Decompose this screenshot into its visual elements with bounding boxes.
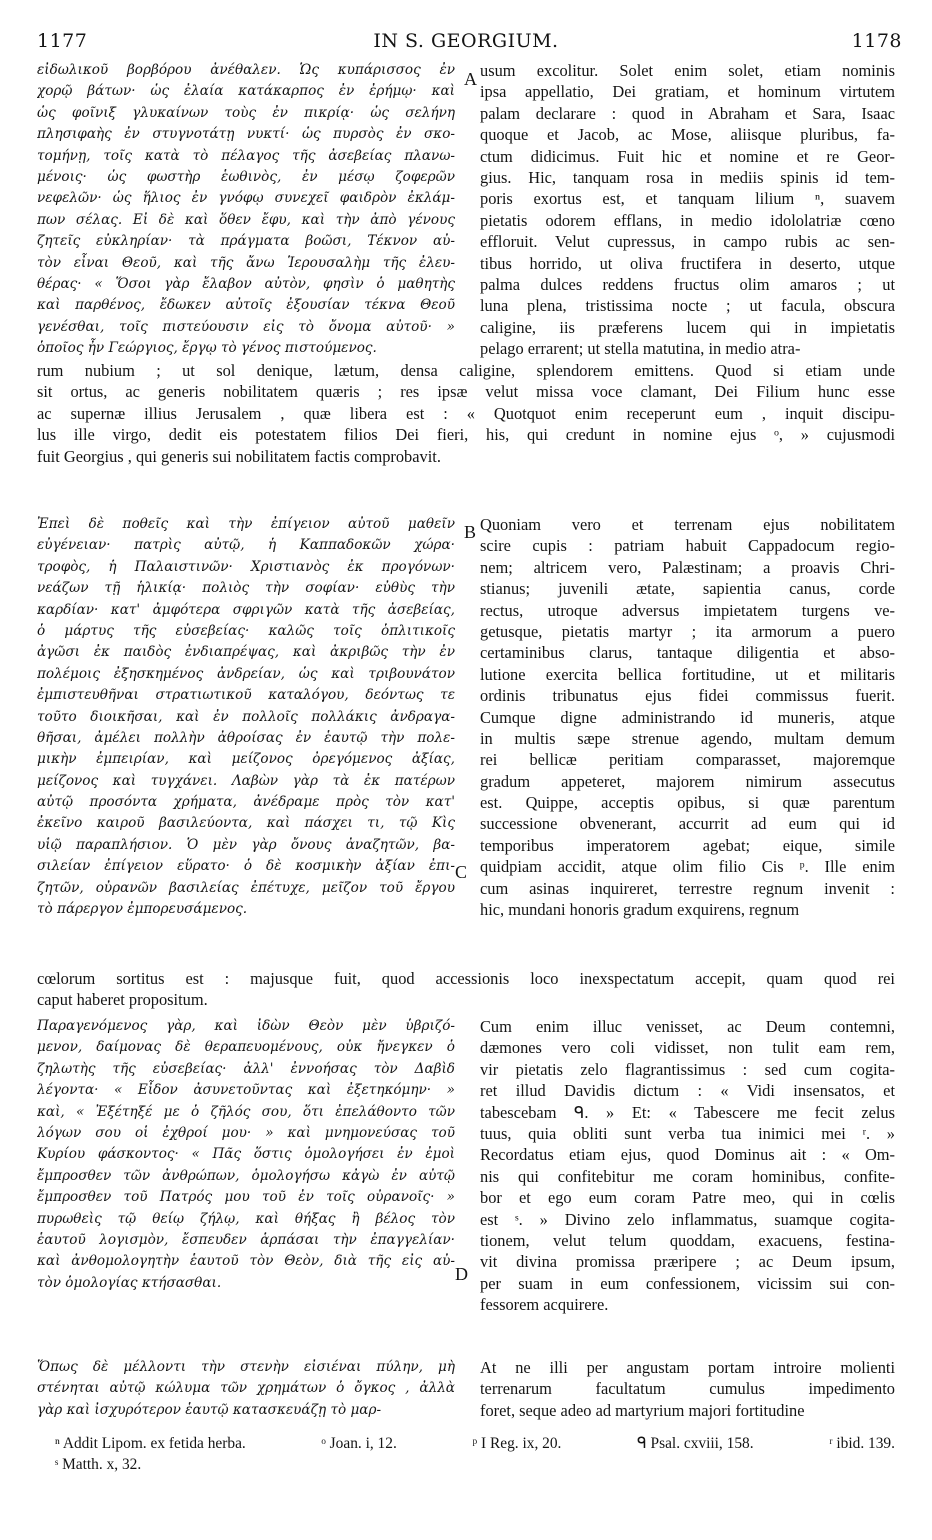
text-line: πων σέλας. Εἰ δὲ καὶ ὅθεν ἔφυ, καὶ τὴν ἀπὸ γένους	[37, 211, 455, 228]
text-line: gradum appeteret, majorem nimirum assecutus	[480, 771, 895, 791]
text-line: fuit Georgius , qui generis sui nobilitatem factis comprobavit.	[37, 446, 441, 466]
text-line: μείζονος καὶ τυγχάνει. Λαβὼν γὰρ τὰ ἐκ πατέρων	[37, 772, 455, 789]
text-line: cœlorum sortitus est : majusque fuit, quod accessionis loco inexspectatum accepit, quam quod rei	[37, 969, 895, 988]
text-line: rei bellicæ peritiam comparasset, majoremque	[480, 750, 895, 770]
text-line: dæmones vero coli vidisset, non tulit eam rem,	[480, 1038, 895, 1058]
text-line: Ὅπως δὲ μέλλοντι τὴν στενὴν εἰσιέναι πύλην, μὴ	[37, 1359, 455, 1375]
text-line: μένοις· ὡς φωστὴρ ἑωθινὸς, ἐν μέσῳ ζοφερῶν	[37, 168, 455, 185]
text-line: fessorem acquirere.	[480, 1295, 609, 1315]
text-line: palam declarare : quod in Abraham et Sara, Isaac	[480, 103, 895, 123]
text-line: tibus horrido, ut oliva fructifera in deserto, utque	[480, 253, 895, 273]
text-line: vit divina promissa præripere ; ac Deum ipsum,	[480, 1252, 895, 1272]
text-line: successione obvenerant, accurrit ad eum qui id	[480, 814, 895, 834]
text-line: νεάζων τῇ ἡλικίᾳ· πολιὸς τὴν σοφίαν· εὐθὺς τὴν	[37, 580, 455, 597]
text-line: τοῦτο διοικῆσαι, καὶ ἐν πολλοῖς πολλάκις ἀνδραγα-	[37, 708, 455, 725]
text-line: quoque et Jacob, ac Mose, aliisque pluribus, fa-	[480, 125, 895, 145]
text-line: tabescebam ᑫ. » Et: « Tabescere me fecit zelus	[480, 1102, 895, 1122]
text-line: τροφὸς, ἡ Παλαιστινῶν· Χριστιανὸς ἐκ προγόνων·	[37, 558, 455, 575]
text-line: καὶ παρθένος, ἔδωκεν αὐτοῖς ἐξουσίαν τέκνα Θεοῦ	[37, 297, 455, 314]
text-line: certaminibus clarus, tantaque diligentia et abso-	[480, 643, 895, 663]
text-line: ζηλωτὴς τῆς εὐσεβείας· ἀλλ' ἐννοήσας τὸν Δαβὶδ	[37, 1060, 455, 1077]
text-line: sit ortus, ac generis nobilitatem quæris ; res ipsæ velut missa voce clamant, Dei Filium hunc esse	[37, 382, 895, 402]
text-line: σιλείαν ἐπίγειον εὕρατο· ὁ δὲ κοσμικὴν ἀξίαν ἐπι-	[37, 858, 455, 875]
text-line: τομήνῃ, τοῖς κατὰ τὸ πέλαγος τῆς ἀσεβείας πλανω-	[37, 147, 455, 164]
text-line: στένηται αὐτῷ κώλυμα τῶν χρημάτων ὁ ὄγκος , ἀλλὰ	[37, 1380, 455, 1397]
text-line: vir pietatis zelo flagrantissimus : sed cum cogita-	[480, 1059, 895, 1079]
text-line: καρδίαν· κατ' ἀμφότερα σφριγῶν κατὰ τῆς ἀσεβείας,	[37, 601, 455, 618]
text-line: scire cupis : patriam habuit Cappadocum regio-	[480, 536, 895, 556]
text-line: pietatis odorem efflans, in medio idololatriæ cœno	[480, 210, 895, 230]
text-line: γὰρ καὶ ἰσχυρότερον ἑαυτῷ κατασκευάζῃ τὸ μαρ-	[37, 1401, 382, 1418]
text-line: cum asinas inquireret, terrestre regnum invenit :	[480, 878, 895, 898]
latin-column-block-4	[480, 1357, 895, 1421]
text-line: θῆσαι, ἀμέλει πολλὴν ἀθροίσας ἐν ἑαυτῷ τὴν πολε-	[37, 729, 455, 746]
latin-column-block-2	[480, 514, 895, 920]
text-line: est. Quippe, acceptis opibus, si quæ parentum	[480, 793, 895, 813]
text-line: τὸν εἶναι Θεοῦ, καὶ τῆς ἄνω Ἱερουσαλὴμ τῆς ἐλευ-	[37, 254, 455, 271]
text-line: usum excolitur. Solet enim solet, etiam nominis	[480, 61, 895, 80]
text-line: μικὴν ἐμπειρίαν, καὶ μείζονος ὀρεγόμενος ἀξίας,	[37, 751, 455, 768]
text-line: μενον, δαίμονας δὲ θεραπευομένους, οὐκ ἤνεγκεν ὁ	[37, 1039, 455, 1056]
section-marker-a: A	[464, 69, 477, 89]
text-line: πολέμοις ἐξησκημένος ἀνδρείαν, ὡς καὶ τριβουνάτον	[37, 665, 455, 682]
text-line: pelago errarent; ut stella matutina, in medio atra-	[480, 339, 801, 359]
text-line: poris exortus est, et tanquam lilium ⁿ, suavem	[480, 189, 895, 209]
text-line: ἐκεῖνο καιροῦ βασιλεύοντα, καὶ πάσχει τι, τῷ Κὶς	[37, 815, 455, 832]
text-line: tuus, quia obliti sunt verba tua inimici mei ʳ. »	[480, 1123, 895, 1143]
footnote-n: ⁿ Addit Lipom. ex fetida herba.	[55, 1435, 246, 1452]
text-line: ὡς φοῖνιξ γλυκαίνων τοὺς ἐν πικρίᾳ· ὡς σελήνη	[37, 104, 455, 121]
text-line: Recordatus etiam ejus, quod Dominus ait : « Om-	[480, 1145, 895, 1165]
text-line: θέρας· « Ὅσοι γὰρ ἔλαβον αὐτὸν, φησὶν ὁ μαθητὴς	[37, 275, 455, 292]
text-line: εἰδωλικοῦ βορβόρου ἀνέθαλεν. Ὡς κυπάρισσος ἐν	[37, 62, 455, 78]
text-line: est ˢ. » Divino zelo inflammatus, suamque cogita-	[480, 1209, 895, 1229]
text-line: tionem, velut telum quoddam, exacuens, festina-	[480, 1230, 895, 1250]
text-line: luna plena, tristissima nocte ; ut facula, obscura	[480, 296, 895, 316]
text-line: caput haberet propositum.	[37, 990, 208, 1010]
text-line: ἀγῶσι ἐκ παιδὸς ἐνδιαπρέψας, καὶ ἀκριβῶς τὴν ἐν	[37, 644, 455, 661]
text-line: getusque, pietatis martyr ; ita armorum a puero	[480, 621, 895, 641]
text-line: ἑαυτοῦ λογισμὸν, ἔσπευδεν ἁρπάσαι τὴν ἐπαγγελίαν·	[37, 1231, 455, 1248]
text-line: ἔμπροσθεν τῶν ἀνθρώπων, ὁμολογήσω κἀγὼ ἐν αὐτῷ	[37, 1167, 455, 1184]
text-line: Ἐπεὶ δὲ ποθεῖς καὶ τὴν ἐπίγειον αὐτοῦ μαθεῖν	[37, 516, 455, 532]
text-line: χορῷ βάτων· ὡς ἐλαία κατάκαρπος ἐν ἐρήμῳ· καὶ	[37, 83, 455, 100]
footnote-p: ᵖ I Reg. ix, 20.	[472, 1435, 562, 1452]
text-line: gius. Hic, tanquam rosa in mediis spinis id tem-	[480, 167, 895, 187]
greek-column-block-4	[37, 1357, 455, 1421]
text-line: foret, seque adeo ad martyrium majori fortitudine	[480, 1400, 805, 1420]
text-line: ordinis tribunatus ejus fidei commissus fuerit.	[480, 686, 895, 706]
footnote-row-1	[37, 1433, 895, 1454]
text-line: rectus, utroque adversus impietatem turgens ve-	[480, 600, 895, 620]
text-line: ret illud Davidis dictum : « Vidi insensatos, et	[480, 1081, 895, 1101]
text-line: lus ille virgo, dedit eis potestatem filios Dei fieri, his, qui credunt in nomine ejus ᵒ, » cujusmodi	[37, 425, 895, 445]
footnote-r: ʳ ibid. 139.	[829, 1435, 895, 1452]
text-line: palma dulces reddens fructus olim amaros ; ut	[480, 274, 895, 294]
footnote-q: ᑫ Psal. cxviii, 158.	[637, 1435, 754, 1452]
latin-full-width-block-1	[37, 360, 895, 467]
text-line: ζητεῖς εὐκληρίαν· τὰ πράγματα βοῶσι, Τέκνον αὐ-	[37, 233, 455, 250]
text-line: terrenarum facultatum cumulus impedimento	[480, 1379, 895, 1399]
text-line: λόγων σου οἱ ἐχθροί μου· » καὶ μνημονεύσας τοῦ	[37, 1124, 455, 1141]
text-line: lutione exercita bellica fortitudine, ut et militaris	[480, 664, 895, 684]
text-line: εὐγένειαν· πατρὶς αὐτῷ, ἡ Καππαδοκῶν χώρα·	[37, 537, 455, 554]
text-line: caligine, iis præferens lucem qui in impietatis	[480, 317, 895, 337]
text-line: ctum didicimus. Fuit hic et nomine et re Geor-	[480, 146, 895, 166]
text-line: λέγοντα· « Εἶδον ἀσυνετοῦντας καὶ ἐξετηκόμην· »	[37, 1082, 455, 1099]
latin-column-block-3	[480, 1016, 895, 1315]
text-line: ὁ μάρτυς τῆς εὐσεβείας· καλῶς τοῖς ὁπλιτικοῖς	[37, 622, 455, 639]
text-line: υἱῷ παραπλήσιον. Ὁ μὲν γὰρ ὄνους ἀναζητῶν, βα-	[37, 836, 455, 853]
text-line: At ne illi per angustam portam introire molienti	[480, 1358, 895, 1377]
greek-column-block-3	[37, 1016, 455, 1294]
text-line: stianus; juvenili ætate, sapientia canus, corde	[480, 579, 895, 599]
text-line: Cumque digne administrando id muneris, atque	[480, 707, 895, 727]
text-line: αὐτῷ προσόντα χρήματα, ἀνέδραμε πρὸς τὸν κατ'	[37, 794, 455, 811]
latin-column-block-1	[480, 60, 895, 359]
text-line: ἔμπροσθεν τοῦ Πατρός μου τοῦ ἐν τοῖς οὐρανοῖς· »	[37, 1189, 455, 1206]
footnote-o: ᵒ Joan. i, 12.	[321, 1435, 397, 1452]
text-line: τὸ πάρεργον ἐμπορευσάμενος.	[37, 901, 248, 918]
footnotes	[37, 1433, 895, 1475]
text-line: per suam in eum confessionem, vicissim sui con-	[480, 1273, 895, 1293]
text-line: ac supernæ illius Jerusalem , quæ libera est : « Quotquot enim receperunt eum , inquit discipu-	[37, 403, 895, 423]
section-marker-c: C	[455, 862, 468, 882]
section-marker-d: D	[455, 1264, 468, 1284]
text-line: effloruit. Velut cupressus, in campo rubis ac sen-	[480, 232, 895, 252]
text-line: Quoniam vero et terrenam ejus nobilitatem	[480, 515, 895, 534]
section-marker-b: B	[464, 522, 477, 542]
text-line: temporibus imperatorem agebat; eique, simile	[480, 835, 895, 855]
text-line: καὶ, « Ἐξέτηξέ με ὁ ζῆλός σου, ὅτι ἐπελάθοντο τῶν	[37, 1103, 455, 1120]
text-line: quidpiam accidit, atque olim filio Cis ᵖ. Ille enim	[480, 857, 895, 877]
latin-full-width-block-2	[37, 968, 895, 1011]
footnote-s: ˢ Matth. x, 32.	[55, 1456, 142, 1473]
text-line: nis qui confitebitur me coram hominibus, confite-	[480, 1166, 895, 1186]
running-title: IN S. GEORGIUM.	[373, 30, 559, 52]
text-line: ipsa appellatio, Dei gratiam, et hominum virtutem	[480, 82, 895, 102]
greek-column-block-2	[37, 514, 455, 920]
text-line: nem; altricem vero, Palæstinam; a proavis Chri-	[480, 557, 895, 577]
right-page-number: 1178	[851, 30, 902, 52]
text-line: πλησιφαὴς ἐν στυγνοτάτῃ νυκτί· ὡς πυρσὸς ἐν σκο-	[37, 126, 455, 143]
text-line: τὸν ὁμολογίας κτήσασθαι.	[37, 1274, 222, 1291]
footnote-row-2	[37, 1454, 895, 1475]
text-line: in multis sæpe strenue agendo, multam demum	[480, 728, 895, 748]
text-line: ὁποῖος ἦν Γεώργιος, ἔργῳ τὸ γένος πιστούμενος.	[37, 340, 377, 357]
text-line: νεφελῶν· ὡς ἥλιος ἐν γνόφῳ συνεχεῖ φαιδρὸν ἐκλάμ-	[37, 190, 455, 207]
text-line: γενέσθαι, τοῖς πιστεύουσιν εἰς τὸ ὄνομα αὐτοῦ· »	[37, 318, 455, 335]
text-line: Παραγενόμενος γὰρ, καὶ ἰδὼν Θεὸν μὲν ὑβριζό-	[37, 1018, 455, 1034]
text-line: Κυρίου φάσκοντος· « Πᾶς ὅστις ὁμολογήσει ἐν ἐμοὶ	[37, 1146, 455, 1163]
text-line: ζητῶν, οὐρανῶν βασιλείας ἐπέτυχε, μεῖζον τοῦ ἔργου	[37, 879, 455, 896]
text-line: bor et ego eum coram Patre meo, qui in cœlis	[480, 1188, 895, 1208]
greek-column-block-1	[37, 60, 455, 359]
text-line: Cum enim illuc venisset, ac Deum contemni,	[480, 1017, 895, 1036]
text-line: rum nubium ; ut sol denique, lætum, densa caligine, splendorem emittens. Quod si etiam unde	[37, 361, 895, 380]
text-line: hic, mundani honoris gradum exquirens, regnum	[480, 900, 800, 920]
left-page-number: 1177	[37, 30, 88, 52]
text-line: καὶ ἀνθομολογητὴν ἑαυτοῦ τὸν Θεὸν, διὰ τῆς εἰς αὐ-	[37, 1253, 455, 1270]
text-line: ἐμπιστευθῆναι στρατιωτικοῦ καταλόγου, δεόντως τε	[37, 687, 455, 704]
text-line: πυρωθεὶς τῷ θείῳ ζήλῳ, καὶ θήξας ἢ βέλος τὸν	[37, 1210, 455, 1227]
